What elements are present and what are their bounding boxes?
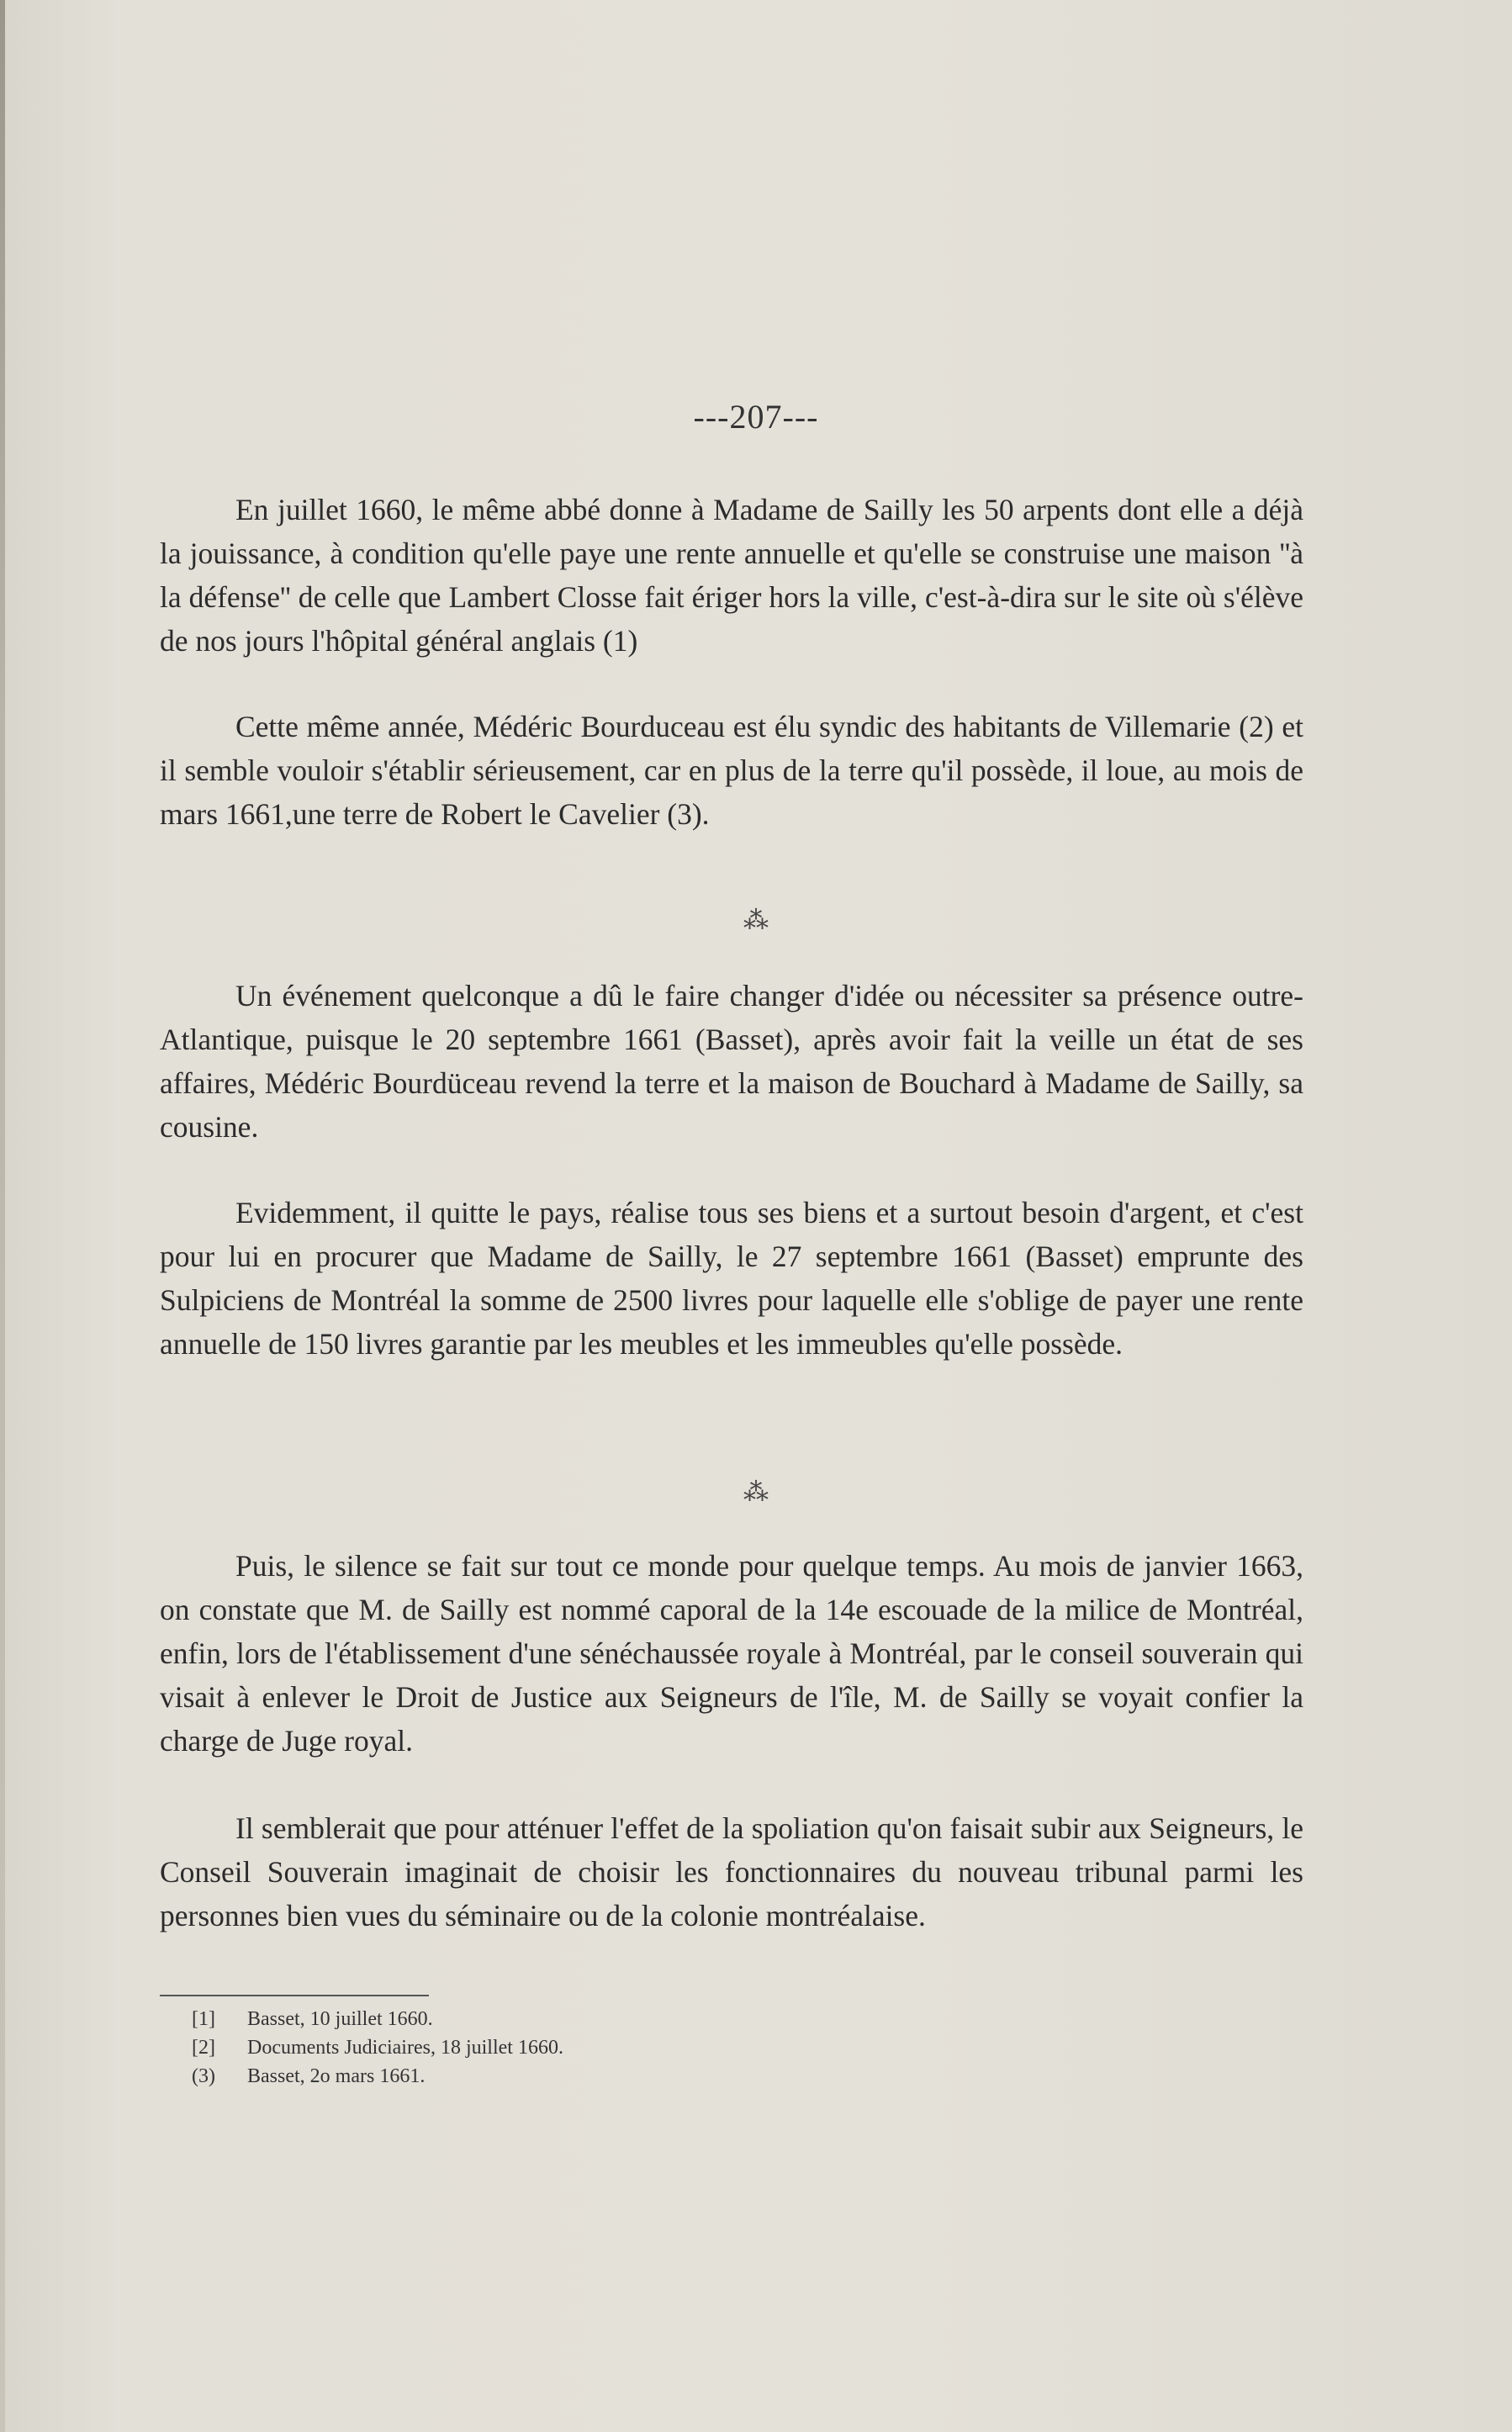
footnote-divider <box>160 1995 429 1996</box>
paragraph-5 <box>160 1544 1303 1763</box>
footnote-item <box>192 2062 563 2091</box>
asterism-icon: ⁂ <box>743 1478 769 1506</box>
paragraph-text: Evidemment, il quitte le pays, réalise tous ses biens et a surtout besoin d'argent, et c'est pour lui en procurer que Madame de Sailly, le 27 septembre 1661 (Basset) emprunte des Sulpiciens de Montréal la somme de 2500 livres pour laquelle elle s'oblige de payer une rente annuelle de 150 livres garantie par les meubles et les immeubles qu'elle possède. <box>160 1196 1303 1361</box>
paragraph-text: Puis, le silence se fait sur tout ce monde pour quelque temps. Au mois de janvier 1663, on constate que M. de Sailly est nommé caporal de la 14e escouade de la milice de Montréal, enfin, lors de l'établissement d'une sénéchaussée royale à Montréal, par le conseil souverain qui visait à enlever le Droit de Justice aux Seigneurs de l'île, M. de Sailly se voyait confier la charge de Juge royal. <box>160 1549 1303 1758</box>
paragraph-text: Il semblerait que pour atténuer l'effet de la spoliation qu'on faisait subir aux Seigneurs, le Conseil Souverain imaginait de choisir les fonctionnaires du nouveau tribunal parmi les personnes bien vues du séminaire ou de la colonie montréalaise. <box>160 1811 1303 1932</box>
footnotes <box>192 2005 563 2091</box>
paragraph-2 <box>160 705 1303 836</box>
footnote-text: Documents Judiciaires, 18 juillet 1660. <box>247 2037 563 2059</box>
paragraph-text: Un événement quelconque a dû le faire changer d'idée ou nécessiter sa présence outre-Atlantique, puisque le 20 septembre 1661 (Basset), après avoir fait la veille un état de ses affaires, Médéric Bourdüceau revend la terre et la maison de Bouchard à Madame de Sailly, sa cousine. <box>160 979 1303 1144</box>
paragraph-text: Cette même année, Médéric Bourduceau est élu syndic des habitants de Villemarie (2) et il semble vouloir s'établir sérieusement, car en plus de la terre qu'il possède, il loue, au mois de mars 1661,une terre de Robert le Cavelier (3). <box>160 710 1303 831</box>
footnote-mark: [1] <box>192 2008 215 2030</box>
paragraph-text: En juillet 1660, le même abbé donne à Madame de Sailly les 50 arpents dont elle a déjà la jouissance, à condition qu'elle paye une rente annuelle et qu'elle se construise une maison ''à la défense'' de celle que Lambert Closse fait ériger hors la ville, c'est-à-dira sur le site où s'élève de nos jours l'hôpital général anglais (1) <box>160 493 1303 658</box>
asterism-icon: ⁂ <box>743 907 769 934</box>
footnote-mark: [2] <box>192 2037 215 2059</box>
page-number: ---207--- <box>693 398 819 436</box>
footnote-text: Basset, 10 juillet 1660. <box>247 2008 433 2030</box>
footnote-text: Basset, 2o mars 1661. <box>247 2065 426 2087</box>
footnote-item <box>192 2033 563 2062</box>
footnote-item <box>192 2005 563 2033</box>
section-ornament <box>0 907 1512 935</box>
paragraph-3 <box>160 974 1303 1149</box>
paragraph-4 <box>160 1191 1303 1366</box>
paragraph-6 <box>160 1806 1303 1938</box>
footnote-mark: (3) <box>192 2065 215 2087</box>
section-ornament <box>0 1478 1512 1507</box>
paragraph-1 <box>160 488 1303 663</box>
page-binding-edge <box>0 0 5 2432</box>
